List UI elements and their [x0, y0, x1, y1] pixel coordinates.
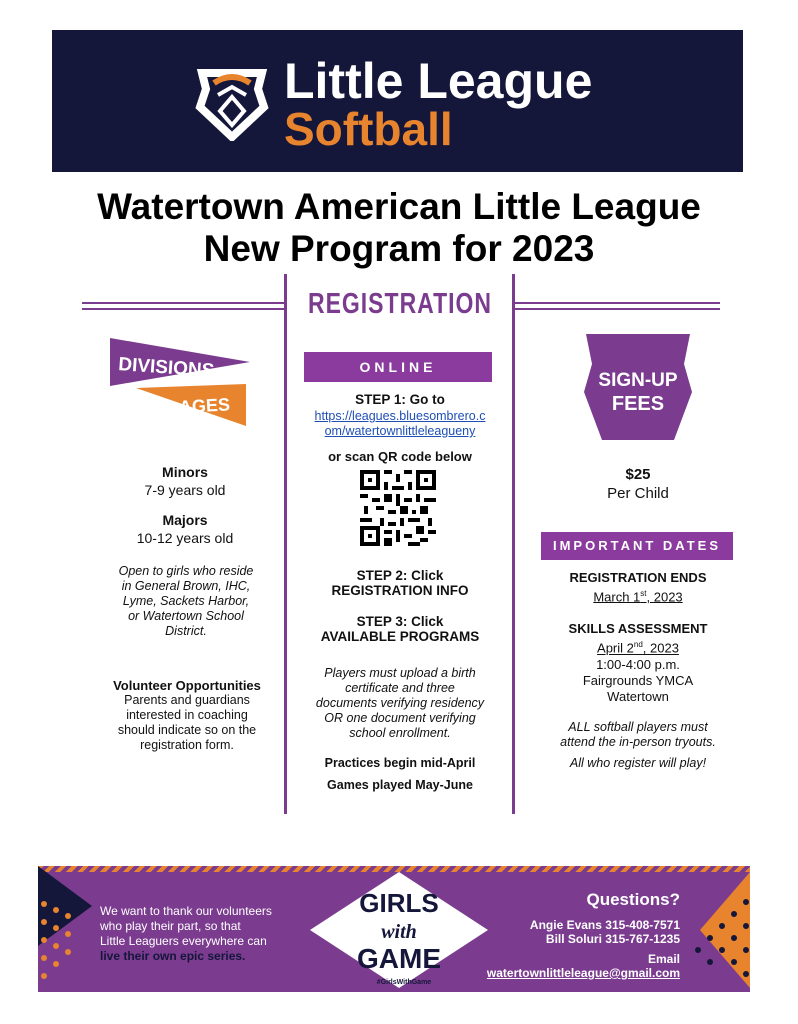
- fee-amount: $25: [625, 466, 651, 483]
- registration-ends-label: REGISTRATION ENDS: [569, 570, 707, 585]
- questions-heading: Questions?: [586, 890, 680, 909]
- skills-assessment-city: Watertown: [607, 688, 669, 704]
- all-will-play-note: All who register will play!: [569, 756, 707, 770]
- email-label: Email: [647, 952, 680, 966]
- fee-unit: Per Child: [607, 485, 669, 502]
- skills-assessment-date: [540, 637, 736, 656]
- volunteer-line: interested in coaching: [126, 708, 248, 722]
- important-dates: [540, 570, 736, 705]
- registration-url-line-1[interactable]: https://leagues.bluesombrero.c: [314, 409, 486, 423]
- skills-assessment-day: April 2: [597, 640, 634, 656]
- documents-note-line: documents verifying residency: [315, 696, 485, 710]
- sign-up-fees-keystone-badge: [582, 330, 694, 444]
- registration-url-line-2[interactable]: om/watertownlittleleagueny: [324, 424, 476, 438]
- volunteer-line: Parents and guardians: [124, 693, 250, 707]
- logo-girls-text: GIRLS: [359, 888, 439, 918]
- thank-you-line: We want to thank our volunteers: [100, 904, 272, 918]
- logo-with-text: with: [381, 921, 417, 943]
- step-3-line-2: AVAILABLE PROGRAMS: [320, 629, 480, 644]
- contact-email-link[interactable]: watertownlittleleague@gmail.com: [486, 966, 680, 980]
- thank-you-emphasis: live their own epic series.: [100, 949, 246, 963]
- minors-label: Minors: [162, 464, 208, 480]
- documents-note-line: OR one document verifying: [324, 711, 476, 725]
- volunteer-section: [92, 678, 282, 753]
- column-divider-left: [284, 274, 287, 814]
- logo-line-2: Softball: [284, 103, 453, 155]
- logo-hashtag-text: #GirlsWithGame: [376, 979, 432, 986]
- little-league-keystone-logo: [194, 67, 270, 141]
- divisions-ages-pennant: [106, 334, 254, 434]
- scan-qr-label: or scan QR code below: [328, 449, 472, 464]
- questions-contact: [458, 890, 680, 980]
- eligibility-line: in General Brown, IHC,: [121, 579, 251, 593]
- registration-ends-suffix: st: [640, 589, 647, 598]
- documents-note-line: certificate and three: [345, 681, 455, 695]
- registration-steps-2-3: [296, 568, 504, 644]
- registration-ends-year: , 2023: [646, 589, 683, 605]
- divider-right-bottom: [514, 308, 720, 310]
- divider-left-bottom: [82, 308, 284, 310]
- divisions-list: [100, 464, 270, 546]
- minors-ages: 7-9 years old: [144, 482, 226, 498]
- eligibility-note: [96, 564, 276, 639]
- contact-bill: Bill Soluri 315-767-1235: [545, 932, 680, 946]
- important-dates-banner: IMPORTANT DATES: [541, 532, 733, 560]
- majors-ages: 10-12 years old: [136, 530, 234, 546]
- footer-right-dots-decoration: [690, 866, 750, 992]
- footer-left-dots-decoration: [38, 866, 98, 992]
- logo-game-text: GAME: [357, 943, 441, 974]
- documents-note: [300, 666, 500, 741]
- skills-assessment-time: 1:00-4:00 p.m.: [596, 656, 680, 672]
- registration-link[interactable]: [296, 409, 504, 439]
- online-banner: ONLINE: [304, 352, 492, 382]
- documents-note-line: school enrollment.: [349, 726, 451, 740]
- eligibility-line: District.: [165, 624, 207, 638]
- volunteer-line: should indicate so on the: [117, 723, 257, 737]
- registration-ends-day: March 1: [593, 589, 641, 605]
- step-1-label: STEP 1: Go to: [355, 392, 445, 407]
- step-3-line-1: STEP 3: Click: [356, 614, 444, 629]
- contact-angie: Angie Evans 315-408-7571: [529, 918, 680, 932]
- step-2-line-2: REGISTRATION INFO: [331, 583, 469, 598]
- badge-line-1: SIGN-UP: [598, 370, 678, 391]
- page-title-line-1: Watertown American Little League: [97, 186, 701, 227]
- footer-banner: [38, 866, 750, 992]
- registration-ends-date: [540, 586, 736, 605]
- page-title-line-2: New Program for 2023: [203, 228, 595, 269]
- tryout-notes: [540, 720, 736, 771]
- thank-you-message: [100, 904, 300, 964]
- divider-right-top: [514, 302, 720, 304]
- skills-assessment-year: , 2023: [642, 640, 679, 656]
- badge-line-2: FEES: [611, 393, 665, 415]
- eligibility-line: Open to girls who reside: [118, 564, 254, 578]
- thank-you-line: Little Leaguers everywhere can: [100, 934, 267, 948]
- majors-label: Majors: [162, 512, 208, 528]
- volunteer-title: Volunteer Opportunities: [113, 678, 261, 693]
- logo-line-1: Little League: [284, 53, 593, 109]
- skills-assessment-place: Fairgrounds YMCA: [582, 672, 694, 688]
- documents-note-line: Players must upload a birth: [324, 666, 476, 680]
- season-info: [296, 756, 504, 792]
- volunteer-line: registration form.: [140, 738, 234, 752]
- games-text: Games played May-June: [327, 778, 473, 792]
- step-2-line-1: STEP 2: Click: [356, 568, 444, 583]
- registration-steps: [296, 392, 504, 464]
- tryout-note-line-2: attend the in-person tryouts.: [560, 735, 716, 749]
- skills-assessment-label: SKILLS ASSESSMENT: [568, 621, 708, 637]
- pennant-divisions-text: DIVISIONS: [117, 354, 215, 382]
- registration-heading: REGISTRATION: [307, 286, 493, 320]
- eligibility-line: Lyme, Sackets Harbor,: [122, 594, 250, 608]
- column-divider-right: [512, 274, 515, 814]
- header-banner: [52, 30, 743, 172]
- thank-you-line: who play their part, so that: [100, 919, 241, 933]
- practices-text: Practices begin mid-April: [324, 756, 476, 770]
- fee-info: [556, 466, 720, 502]
- pennant-ages-text: & AGES: [161, 394, 231, 418]
- qr-code[interactable]: [360, 470, 436, 546]
- skills-assessment-suffix: nd: [633, 640, 643, 650]
- eligibility-line: or Watertown School: [128, 609, 244, 623]
- divider-left-top: [82, 302, 284, 304]
- tryout-note-line-1: ALL softball players must: [568, 720, 708, 734]
